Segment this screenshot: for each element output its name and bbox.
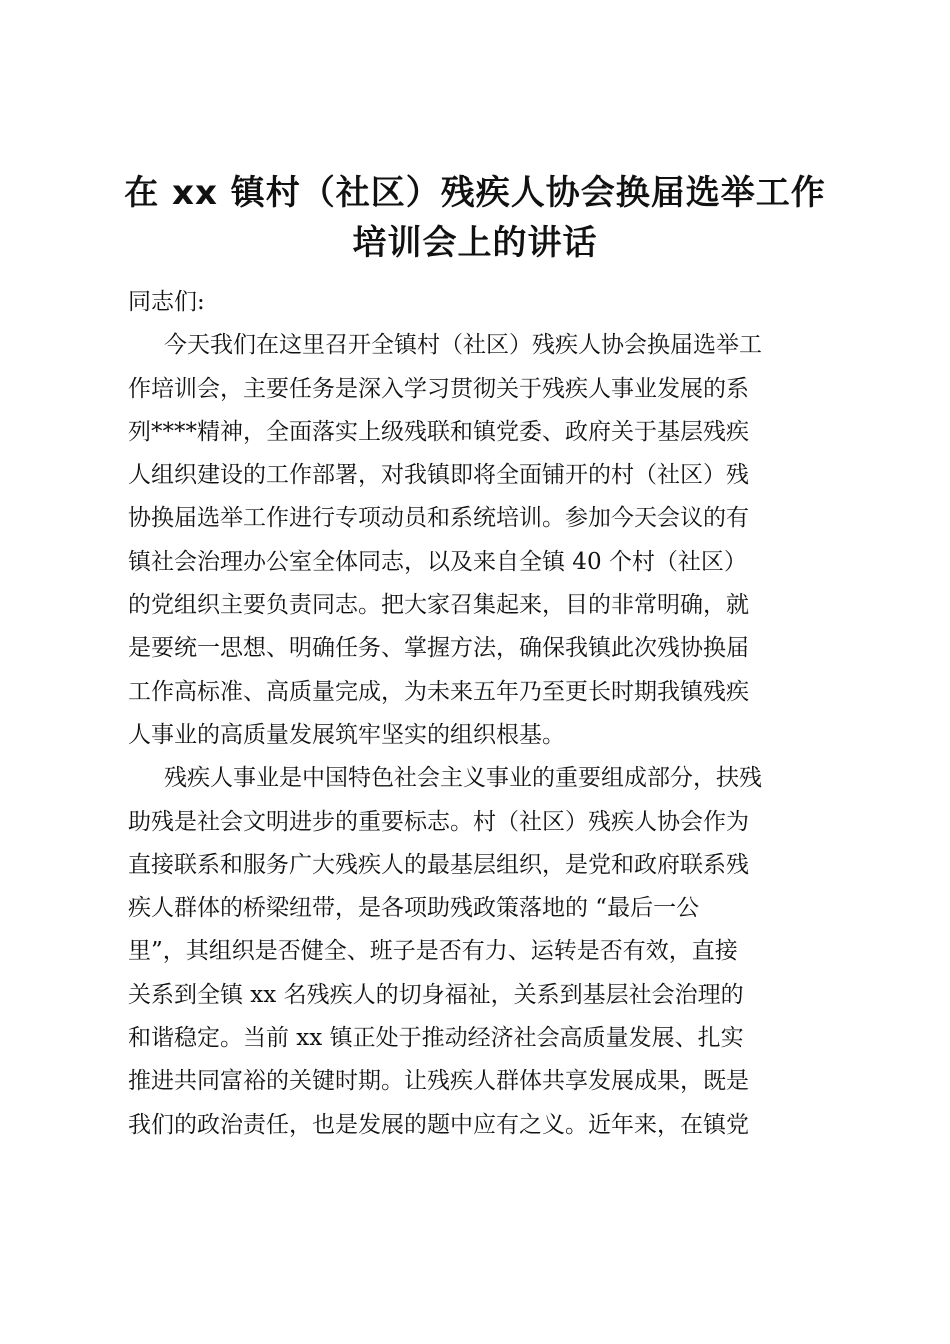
paragraph-line: 直接联系和服务广大残疾人的最基层组织，是党和政府联系残 <box>128 851 749 878</box>
title-line: 培训会上的讲话 <box>352 223 598 263</box>
paragraph-line: 人事业的高质量发展筑牢坚实的组织根基。 <box>128 721 565 748</box>
paragraph-line: 人组织建设的工作部署，对我镇即将全面铺开的村（社区）残 <box>128 462 749 489</box>
paragraph-line: 疾人群体的桥梁纽带，是各项助残政策落地的 “最后一公 <box>128 895 700 922</box>
paragraph-line: 今天我们在这里召开全镇村（社区）残疾人协会换届选举工 <box>164 332 762 359</box>
paragraph-line: 列****精神，全面落实上级残联和镇党委、政府关于基层残疾 <box>128 418 749 445</box>
paragraph-line: 是要统一思想、明确任务、掌握方法，确保我镇此次残协换届 <box>128 635 749 662</box>
paragraph-line: 作培训会，主要任务是深入学习贯彻关于残疾人事业发展的系 <box>128 375 749 402</box>
paragraph-line: 镇社会治理办公室全体同志，以及来自全镇 40 个村（社区） <box>128 548 747 575</box>
paragraph-1 <box>128 324 828 757</box>
paragraph-line: 里”，其组织是否健全、班子是否有力、运转是否有效，直接 <box>128 938 738 965</box>
paragraph-2 <box>128 757 828 1147</box>
paragraph-line: 残疾人事业是中国特色社会主义事业的重要组成部分，扶残 <box>164 765 762 792</box>
paragraph-line: 的党组织主要负责同志。把大家召集起来，目的非常明确，就 <box>128 592 749 619</box>
title-line: 在 xx 镇村（社区）残疾人协会换届选举工作 <box>124 173 826 213</box>
paragraph-line: 和谐稳定。当前 xx 镇正处于推动经济社会高质量发展、扎实 <box>128 1025 744 1052</box>
salutation: 同志们: <box>128 289 205 315</box>
paragraph-line: 助残是社会文明进步的重要标志。村（社区）残疾人协会作为 <box>128 808 749 835</box>
document-body <box>128 281 828 1147</box>
document-title <box>110 168 840 268</box>
paragraph-line: 推进共同富裕的关键时期。让残疾人群体共享发展成果，既是 <box>128 1068 749 1095</box>
paragraph-line: 协换届选举工作进行专项动员和系统培训。参加今天会议的有 <box>128 505 749 532</box>
paragraph-line: 工作高标准、高质量完成，为未来五年乃至更长时期我镇残疾 <box>128 678 749 705</box>
paragraph-line: 关系到全镇 xx 名残疾人的切身福祉，关系到基层社会治理的 <box>128 981 744 1008</box>
paragraph-line: 我们的政治责任，也是发展的题中应有之义。近年来，在镇党 <box>128 1111 749 1138</box>
